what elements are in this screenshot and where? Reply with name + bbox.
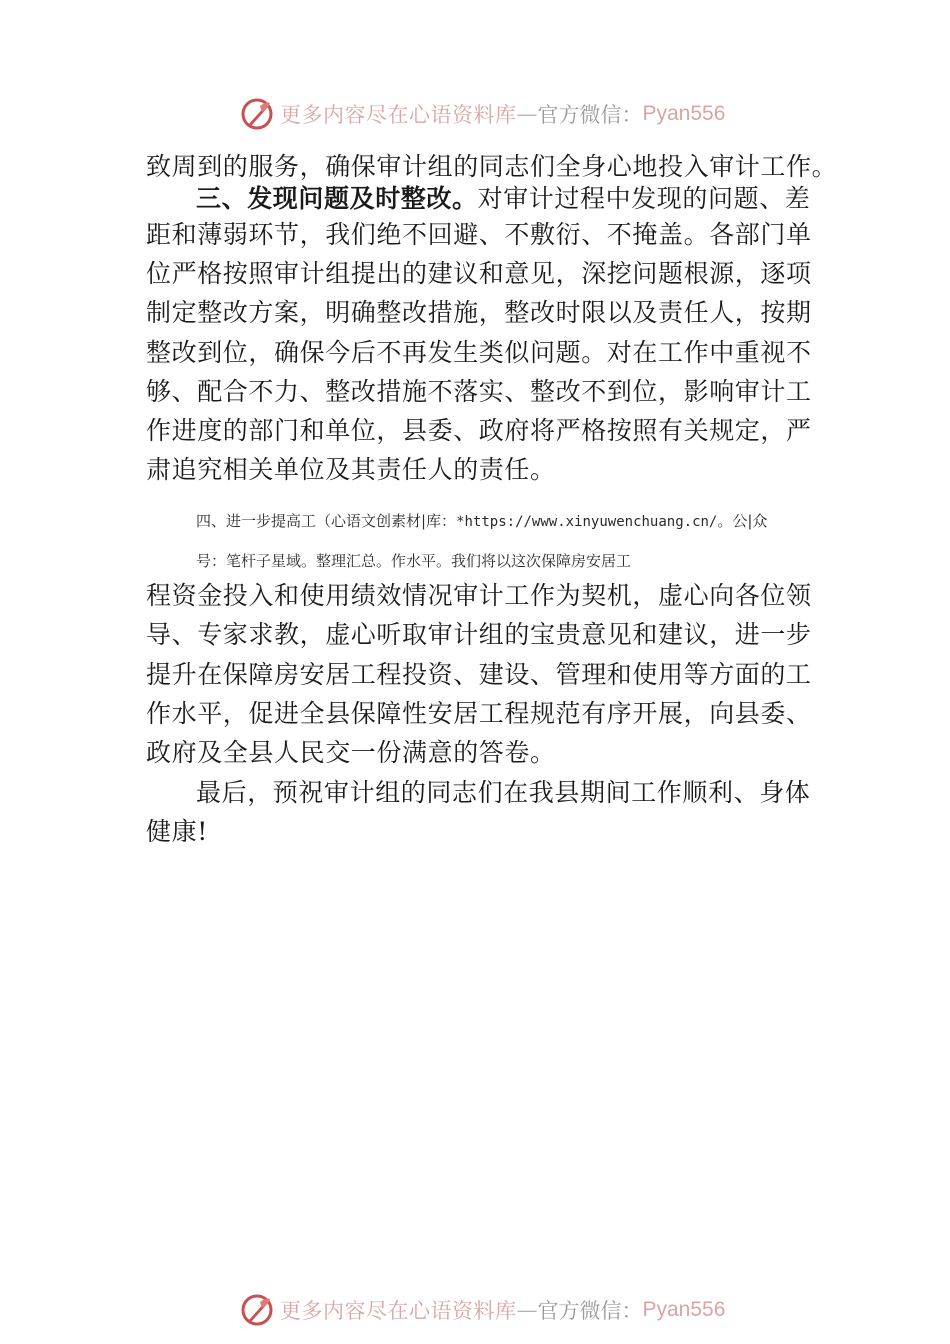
text-line: 整改到位，确保今后不再发生类似问题。对在工作中重视不 bbox=[146, 338, 812, 367]
quill-logo-icon bbox=[240, 1293, 274, 1327]
quill-logo-icon bbox=[240, 97, 274, 131]
text-line: 制定整改方案，明确整改措施，整改时限以及责任人，按期 bbox=[146, 298, 812, 327]
banner-wechat-id: Pyan556 bbox=[642, 1298, 726, 1321]
small-line-prefix: 四、进一步提高工（心语文创素材|库： bbox=[196, 512, 457, 530]
banner-dash: — bbox=[516, 102, 538, 126]
text-line: 够、配合不力、整改措施不落实、整改不到位，影响审计工 bbox=[146, 377, 812, 406]
text-line: 位严格按照审计组提出的建议和意见，深挖问题根源，逐项 bbox=[146, 259, 812, 288]
text-line: 肃追究相关单位及其责任人的责任。 bbox=[146, 455, 556, 484]
text-line: 导、专家求教，虚心听取审计组的宝贵意见和建议，进一步 bbox=[146, 620, 812, 649]
banner-wechat-label: 官方微信： bbox=[537, 103, 643, 127]
banner-brand-text: 更多内容尽在心语资料库 bbox=[280, 1299, 517, 1323]
banner-wechat-id: Pyan556 bbox=[642, 102, 726, 125]
text-line: 致周到的服务，确保审计组的同志们全身心地投入审计工作。 bbox=[146, 152, 838, 181]
banner-dash: — bbox=[516, 1298, 538, 1322]
watermark-url: *https://www.xinyuwenchuang.cn/ bbox=[456, 514, 718, 530]
banner-wechat-label: 官方微信： bbox=[537, 1299, 643, 1323]
text-line: 作水平，促进全县保障性安居工程规范有序开展，向县委、 bbox=[146, 699, 812, 728]
text-line: 提升在保障房安居工程投资、建设、管理和使用等方面的工 bbox=[146, 660, 812, 689]
text-line: 距和薄弱环节，我们绝不回避、不敷衍、不掩盖。各部门单 bbox=[146, 220, 812, 249]
text-line: 健康! bbox=[146, 817, 208, 846]
text-line: 政府及全县人民交一份满意的答卷。 bbox=[146, 738, 556, 767]
section3-heading: 三、发现问题及时整改。 bbox=[196, 184, 478, 213]
section3-text: 对审计过程中发现的问题、差 bbox=[477, 184, 811, 213]
embedded-watermark-line: 号：笔杆子星域。整理汇总。作水平。我们将以这次保障房安居工 bbox=[196, 552, 632, 570]
footer-watermark-banner bbox=[240, 1290, 760, 1330]
header-watermark-banner bbox=[240, 94, 760, 134]
embedded-watermark-line bbox=[196, 511, 767, 532]
banner-brand-text: 更多内容尽在心语资料库 bbox=[280, 103, 517, 127]
small-line-suffix: 。公|众 bbox=[717, 512, 768, 530]
text-line: 最后，预祝审计组的同志们在我县期间工作顺利、身体 bbox=[196, 778, 811, 807]
text-line: 作进度的部门和单位，县委、政府将严格按照有关规定，严 bbox=[146, 416, 812, 445]
text-line: 程资金投入和使用绩效情况审计工作为契机，虚心向各位领 bbox=[146, 581, 812, 610]
section3-line bbox=[196, 184, 810, 214]
